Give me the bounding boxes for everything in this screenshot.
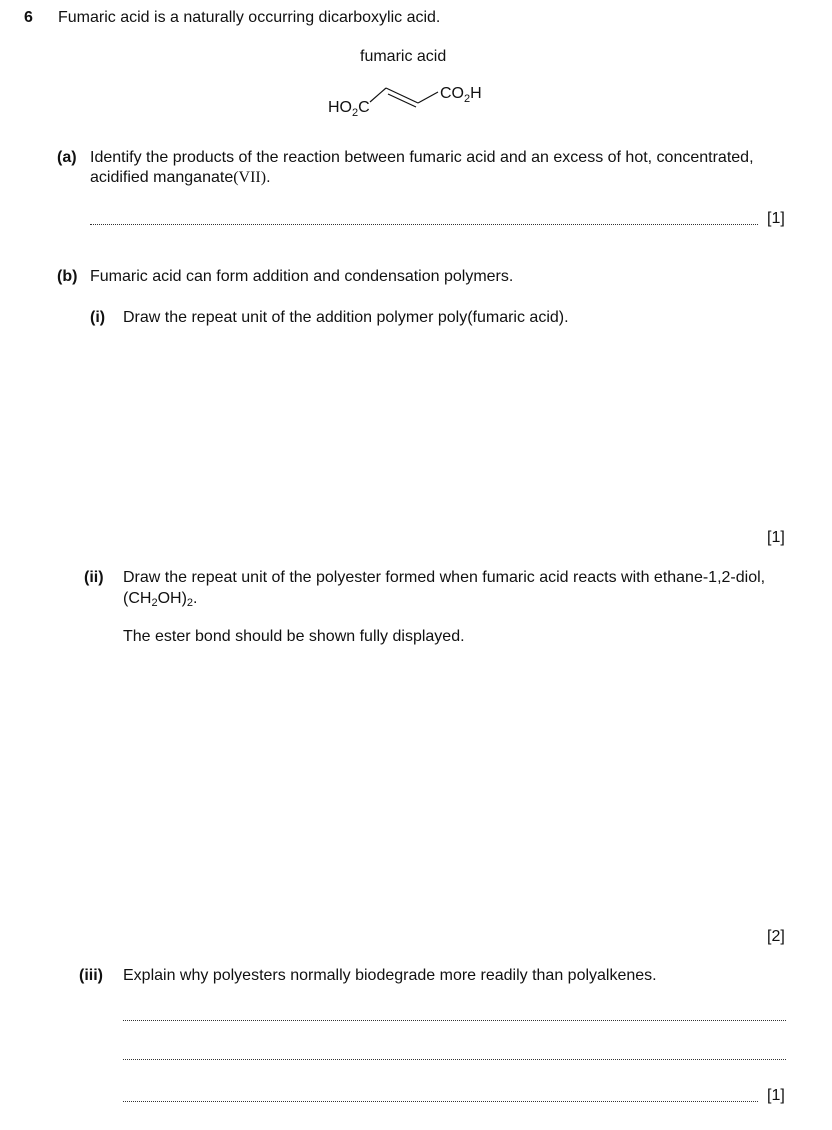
drawing-area-b-i[interactable]	[123, 340, 758, 525]
part-b-ii-line1: Draw the repeat unit of the polyester formed when fumaric acid reacts with ethane-1,2-diol,	[123, 569, 766, 586]
right-carboxyl-group: $CO_2H$	[440, 85, 482, 105]
part-b-ii-note: The ester bond should be shown fully displayed.	[123, 628, 465, 645]
question-intro: Fumaric acid is a naturally occurring dicarboxylic acid.	[58, 9, 441, 26]
part-b-ii-label: (ii)	[84, 569, 104, 586]
oxidation-state: (VII)	[233, 169, 267, 186]
part-b-iii-label: (iii)	[79, 967, 103, 984]
diol-formula: $(CH_2OH)_2$.	[123, 590, 198, 609]
question-number: 6	[24, 9, 33, 26]
answer-line-b-iii-1[interactable]	[123, 1020, 786, 1021]
answer-line-b-iii-3[interactable]	[123, 1101, 758, 1102]
answer-line-b-iii-2[interactable]	[123, 1059, 786, 1060]
structure-caption: fumaric acid	[360, 48, 447, 65]
marks-b-ii: [2]	[767, 928, 785, 945]
drawing-area-b-ii[interactable]	[123, 660, 758, 925]
marks-b-i: [1]	[767, 529, 785, 546]
part-b-iii-text: Explain why polyesters normally biodegrade more readily than polyalkenes.	[123, 967, 657, 984]
part-b-i-text: Draw the repeat unit of the addition polymer poly(fumaric acid).	[123, 309, 569, 326]
part-a-line2: acidified manganate(VII).	[90, 169, 271, 186]
part-b-i-label: (i)	[90, 309, 106, 326]
answer-line-a[interactable]	[90, 224, 758, 225]
part-b-text: Fumaric acid can form addition and condensation polymers.	[90, 268, 514, 285]
part-b-label: (b)	[57, 268, 78, 285]
marks-b-iii: [1]	[767, 1087, 785, 1104]
marks-a: [1]	[767, 210, 785, 227]
left-carboxyl-group: $HO_2C$	[328, 99, 370, 119]
fumaric-acid-structure	[320, 78, 500, 123]
part-a-line1: Identify the products of the reaction between fumaric acid and an excess of hot, concentrated,	[90, 149, 754, 166]
part-a-label: (a)	[57, 149, 77, 166]
